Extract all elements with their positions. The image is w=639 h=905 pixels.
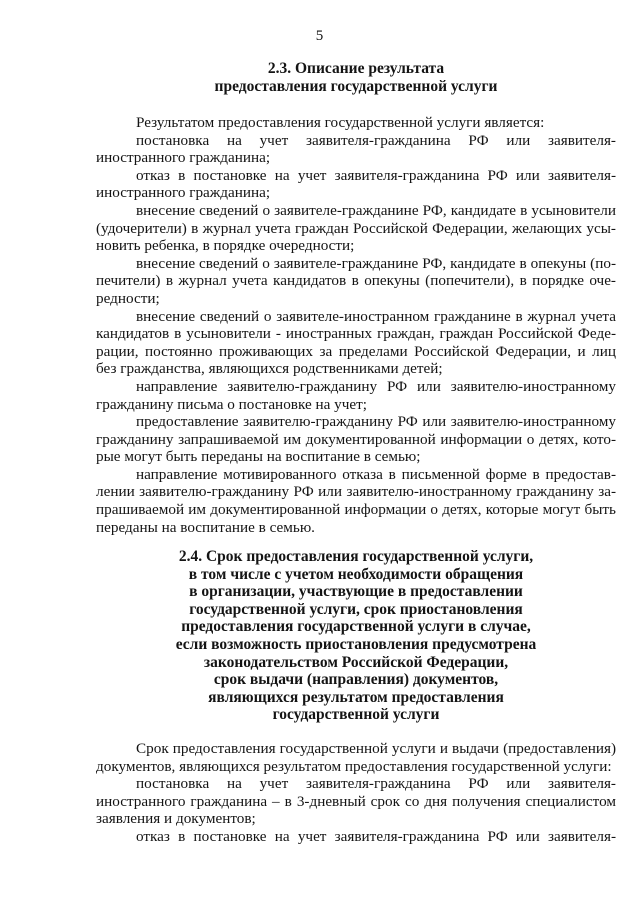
text-line: внесение сведений о заявителе-гражданине РФ, кандидате в усыновители — [136, 201, 616, 219]
heading-line: в организации, участвующие в предоставлении — [189, 583, 523, 601]
text-line: предоставление заявителю-гражданину РФ или заявителю-иностранному — [136, 413, 616, 431]
heading-line: государственной услуги — [272, 706, 440, 724]
section-body-2-3 — [96, 114, 616, 536]
page-number: 5 — [315, 28, 324, 44]
heading-line: в том числе с учетом необходимости обращения — [188, 565, 524, 583]
text-line: кандидатов в усыновители - иностранных граждан, граждан Российской Феде- — [96, 325, 616, 343]
heading-line: государственной услуги, срок приостановления — [189, 600, 523, 618]
text-line: заявления и документов; — [96, 810, 256, 828]
text-line: гражданину письма о постановке на учет; — [96, 395, 367, 413]
heading-line: предоставления государственной услуги — [214, 77, 498, 95]
text-line: прашиваемой им документированной информации о детях, которые могут быть — [96, 501, 616, 519]
text-line: гражданину запрашиваемой им документированной информации о детях, кото- — [96, 430, 616, 448]
text-line: переданы на воспитание в семью. — [96, 518, 315, 536]
text-line: внесение сведений о заявителе-иностранном гражданине в журнал учета — [136, 307, 616, 325]
section-heading-2-3 — [96, 60, 616, 95]
text-line: иностранного гражданина; — [96, 149, 271, 167]
text-line: редности; — [96, 289, 160, 307]
section-body-2-4 — [96, 740, 616, 846]
text-line: документов, являющихся результатом предоставления государственной услуги: — [96, 757, 612, 775]
text-line: новить ребенка, в порядке очередности; — [96, 237, 355, 255]
text-line: лении заявителю-гражданину РФ или заявителю-иностранному гражданину за- — [96, 483, 616, 501]
heading-line: срок выдачи (направления) документов, — [213, 671, 499, 689]
text-line: иностранного гражданина; — [96, 184, 271, 202]
heading-line: являющихся результатом предоставления — [208, 688, 504, 706]
text-line: постановка на учет заявителя-гражданина РФ или заявителя- — [136, 131, 616, 149]
heading-line: если возможность приостановления предусмотрена — [175, 635, 537, 653]
text-line: внесение сведений о заявителе-гражданине РФ, кандидате в опекуны (по- — [136, 254, 616, 272]
text-line: постановка на учет заявителя-гражданина РФ или заявителя- — [136, 775, 616, 793]
text-line: (удочерители) в журнал учета граждан Российской Федерации, желающих усы- — [96, 219, 616, 237]
heading-line: 2.4. Срок предоставления государственной услуги, — [178, 548, 534, 565]
text-line: печители) в журнал учета кандидатов в опекуны (попечители), в порядке оче- — [96, 272, 616, 290]
text-line: отказ в постановке на учет заявителя-гражданина РФ или заявителя- — [136, 166, 616, 184]
text-line: рые могут быть переданы на воспитание в семью; — [96, 448, 421, 466]
text-line: отказ в постановке на учет заявителя-гражданина РФ или заявителя- — [136, 827, 616, 845]
text-line: без гражданства, являющихся родственниками детей; — [96, 360, 443, 378]
heading-line: предоставления государственной услуги в случае, — [181, 618, 531, 636]
text-line: Результатом предоставления государственной услуги является: — [136, 114, 545, 131]
text-line: направление мотивированного отказа в письменной форме в предостав- — [136, 465, 616, 483]
section-heading-2-4 — [96, 548, 616, 724]
heading-line: 2.3. Описание результата — [267, 60, 445, 77]
text-line: направление заявителю-гражданину РФ или заявителю-иностранному — [136, 377, 616, 395]
text-line: иностранного гражданина – в 3-дневный срок со дня получения специалистом — [96, 792, 616, 810]
text-line: Срок предоставления государственной услуги и выдачи (предоставления) — [136, 740, 616, 757]
heading-line: законодательством Российской Федерации, — [203, 653, 509, 671]
text-line: рации, постоянно проживающих за пределами Российской Федерации, и лиц — [96, 342, 616, 360]
